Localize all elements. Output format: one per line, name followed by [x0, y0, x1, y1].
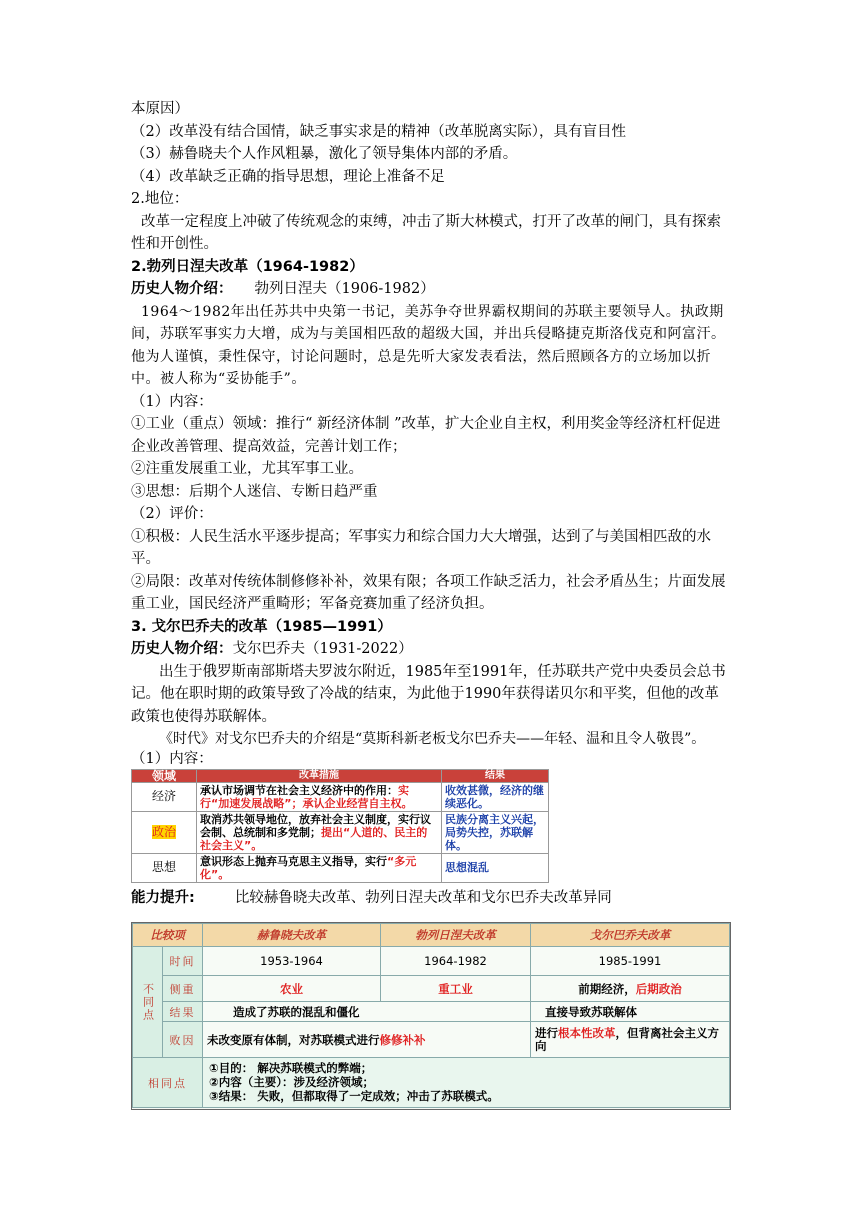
- focus-cell: 农业: [203, 976, 381, 1002]
- section-heading: 2.勃列日涅夫改革（1964-1982）: [131, 258, 364, 275]
- same-cell: [203, 1058, 730, 1108]
- table-header: 赫鲁晓夫改革: [203, 924, 381, 947]
- intro-label: 历史人物介绍：: [131, 281, 233, 297]
- text-line: （1）内容：: [131, 750, 213, 767]
- same-line: ②内容（主要）：涉及经济领域；: [209, 1075, 374, 1089]
- field-cell: [132, 811, 197, 853]
- measure-cell: [197, 811, 442, 853]
- measure-cell: [197, 853, 442, 882]
- focus-text: 前期经济，: [578, 981, 636, 996]
- ability-label: 能力提升:: [131, 889, 195, 906]
- measure-text: 承认市场调节在社会主义经济中的作用：: [200, 783, 398, 797]
- measure-text: 取消苏共领导地位，放弃社会主义制度，实行议会制、总统制和多党制；: [200, 812, 431, 839]
- text-line: （2）改革没有结合国情，缺乏事实求是的精神（改革脱离实际），具有盲目性: [131, 123, 626, 140]
- time-cell: 1953-1964: [203, 947, 381, 976]
- table-header: 改革措施: [197, 769, 442, 782]
- text-line: 本原因）: [131, 101, 189, 117]
- result-cell: 民族分离主义兴起，局势失控，苏联解体。: [442, 811, 549, 853]
- same-label: 相同点: [133, 1058, 203, 1108]
- paragraph: ②局限：改革对传统体制修修补补，效果有限；各项工作缺乏活力，社会矛盾丛生；片面发展重工业，国民经济严重畸形；军备竞赛加重了经济负担。: [131, 573, 726, 612]
- bio-paragraph: 出生于俄罗斯南部斯塔夫罗波尔附近，1985年至1991年，任苏联共产党中央委员会总书记。他在职时期的政策导致了冷战的结束，为此他于1990年获得诺贝尔和平奖，但他的改革政策也使得苏联解体。: [131, 663, 726, 725]
- fail-cell: [203, 1022, 531, 1058]
- ability-line: [131, 887, 731, 910]
- paragraph: ①积极：人民生活水平逐步提高；军事实力和综合国力大大增强，达到了与美国相匹敌的水平。: [131, 528, 711, 567]
- result-cell: 思想混乱: [442, 853, 549, 882]
- table-header-row: [132, 769, 549, 782]
- result-cell: 直接导致苏联解体: [531, 1002, 730, 1022]
- same-line: ③结果： 失败，但都取得了一定成效；冲击了苏联模式。: [209, 1089, 499, 1103]
- table-row: [132, 853, 549, 882]
- intro-line: [131, 638, 731, 661]
- focus-cell: 重工业: [381, 976, 531, 1002]
- measure-text: 意识形态上抛弃马克思主义指导，实行: [200, 854, 387, 868]
- fail-highlight: 根本性改革: [558, 1025, 616, 1040]
- row-label: 侧重: [163, 976, 203, 1002]
- focus-cell: [531, 976, 730, 1002]
- paragraph: ①工业（重点）领域：推行“ 新经济体制 ”改革，扩大企业自主权，利用奖金等经济杠杆促进企业改善管理、提高效益，完善计划工作；: [131, 416, 721, 455]
- reform-measures-table: [131, 769, 549, 883]
- table-row: [132, 782, 549, 811]
- table-header: 领域: [132, 769, 197, 782]
- table-row: [133, 1022, 730, 1058]
- paragraph: 改革一定程度上冲破了传统观念的束缚，冲击了斯大林模式，打开了改革的闸门，具有探索性和开创性。: [131, 213, 721, 252]
- paragraph: 《时代》对戈尔巴乔夫的介绍是“莫斯科新老板戈尔巴乔夫——年轻、温和且令人敬畏”。: [159, 731, 706, 747]
- field-cell: 经济: [132, 782, 197, 811]
- row-label: 时间: [163, 947, 203, 976]
- fail-text: 未改变原有体制，对苏联模式进行: [207, 1032, 380, 1047]
- field-cell: 思想: [132, 853, 197, 882]
- fail-cell: [531, 1022, 730, 1058]
- table-header: 勃列日涅夫改革: [381, 924, 531, 947]
- text-line: （1）内容：: [131, 393, 213, 410]
- table-row: [133, 976, 730, 1002]
- fail-text: ，但背离社会主义方向: [535, 1025, 719, 1053]
- table-row: [133, 1058, 730, 1108]
- result-cell: 收效甚微，经济的继续恶化。: [442, 782, 549, 811]
- ability-text: 比较赫鲁晓夫改革、勃列日涅夫改革和戈尔巴乔夫改革异同: [234, 889, 612, 906]
- row-label: 败因: [163, 1022, 203, 1058]
- focus-highlight: 后期政治: [635, 981, 682, 996]
- table-header: 戈尔巴乔夫改革: [531, 924, 730, 947]
- table-header: 比较项: [133, 924, 203, 947]
- intro-label: 历史人物介绍：: [131, 641, 233, 657]
- diff-label: 不同点: [133, 947, 163, 1058]
- same-line: ①目的： 解决苏联模式的弊端；: [209, 1061, 373, 1075]
- measure-highlight: 提出“人道的、民主的社会主义”。: [200, 825, 428, 852]
- measure-highlight: “多元化”。: [200, 854, 417, 881]
- field-highlight: 政治: [151, 824, 176, 839]
- text-line: ②注重发展重工业，尤其军事工业。: [131, 461, 363, 477]
- result-cell: 造成了苏联的混乱和僵化: [203, 1002, 531, 1022]
- measure-cell: [197, 782, 442, 811]
- intro-name: 戈尔巴乔夫（1931-2022）: [232, 641, 413, 657]
- row-label: 结果: [163, 1002, 203, 1022]
- table-row: [133, 947, 730, 976]
- time-cell: 1985-1991: [531, 947, 730, 976]
- table-row: [132, 811, 549, 853]
- time-cell: 1964-1982: [381, 947, 531, 976]
- section-heading: 3. 戈尔巴乔夫的改革（1985—1991）: [131, 618, 392, 635]
- text-line: （3）赫鲁晓夫个人作风粗暴，激化了领导集体内部的矛盾。: [131, 146, 518, 162]
- text-line: （4）改革缺乏正确的指导思想，理论上准备不足: [131, 168, 445, 185]
- measure-highlight: 实行“加速发展战略”；承认企业经营自主权。: [200, 783, 413, 810]
- comparison-table: [131, 922, 731, 1110]
- intro-name: 勃列日涅夫（1906-1982）: [254, 281, 435, 297]
- text-line: （2）评价：: [131, 506, 213, 522]
- intro-line: [131, 278, 731, 301]
- bio-paragraph: 1964～1982年出任苏共中央第一书记，美苏争夺世界霸权期间的苏联主要领导人。执政期间，苏联军事实力大增，成为与美国相匹敌的超级大国，并出兵侵略捷克斯洛伐克和阿富汗。他为人谨慎，秉性保守，讨论问题时，总是先听大家发表看法，然后照顾各方的立场加以折中。被人称为“妥协能手”。: [131, 303, 726, 387]
- section-label: 2.地位：: [131, 191, 189, 207]
- fail-highlight: 修修补补: [379, 1032, 426, 1047]
- text-line: ③思想：后期个人迷信、专断日趋严重: [131, 483, 378, 500]
- table-header-row: [133, 924, 730, 947]
- document-body: [131, 98, 731, 909]
- table-header: 结果: [442, 769, 549, 782]
- fail-text: 进行: [535, 1025, 558, 1040]
- table-row: [133, 1002, 730, 1022]
